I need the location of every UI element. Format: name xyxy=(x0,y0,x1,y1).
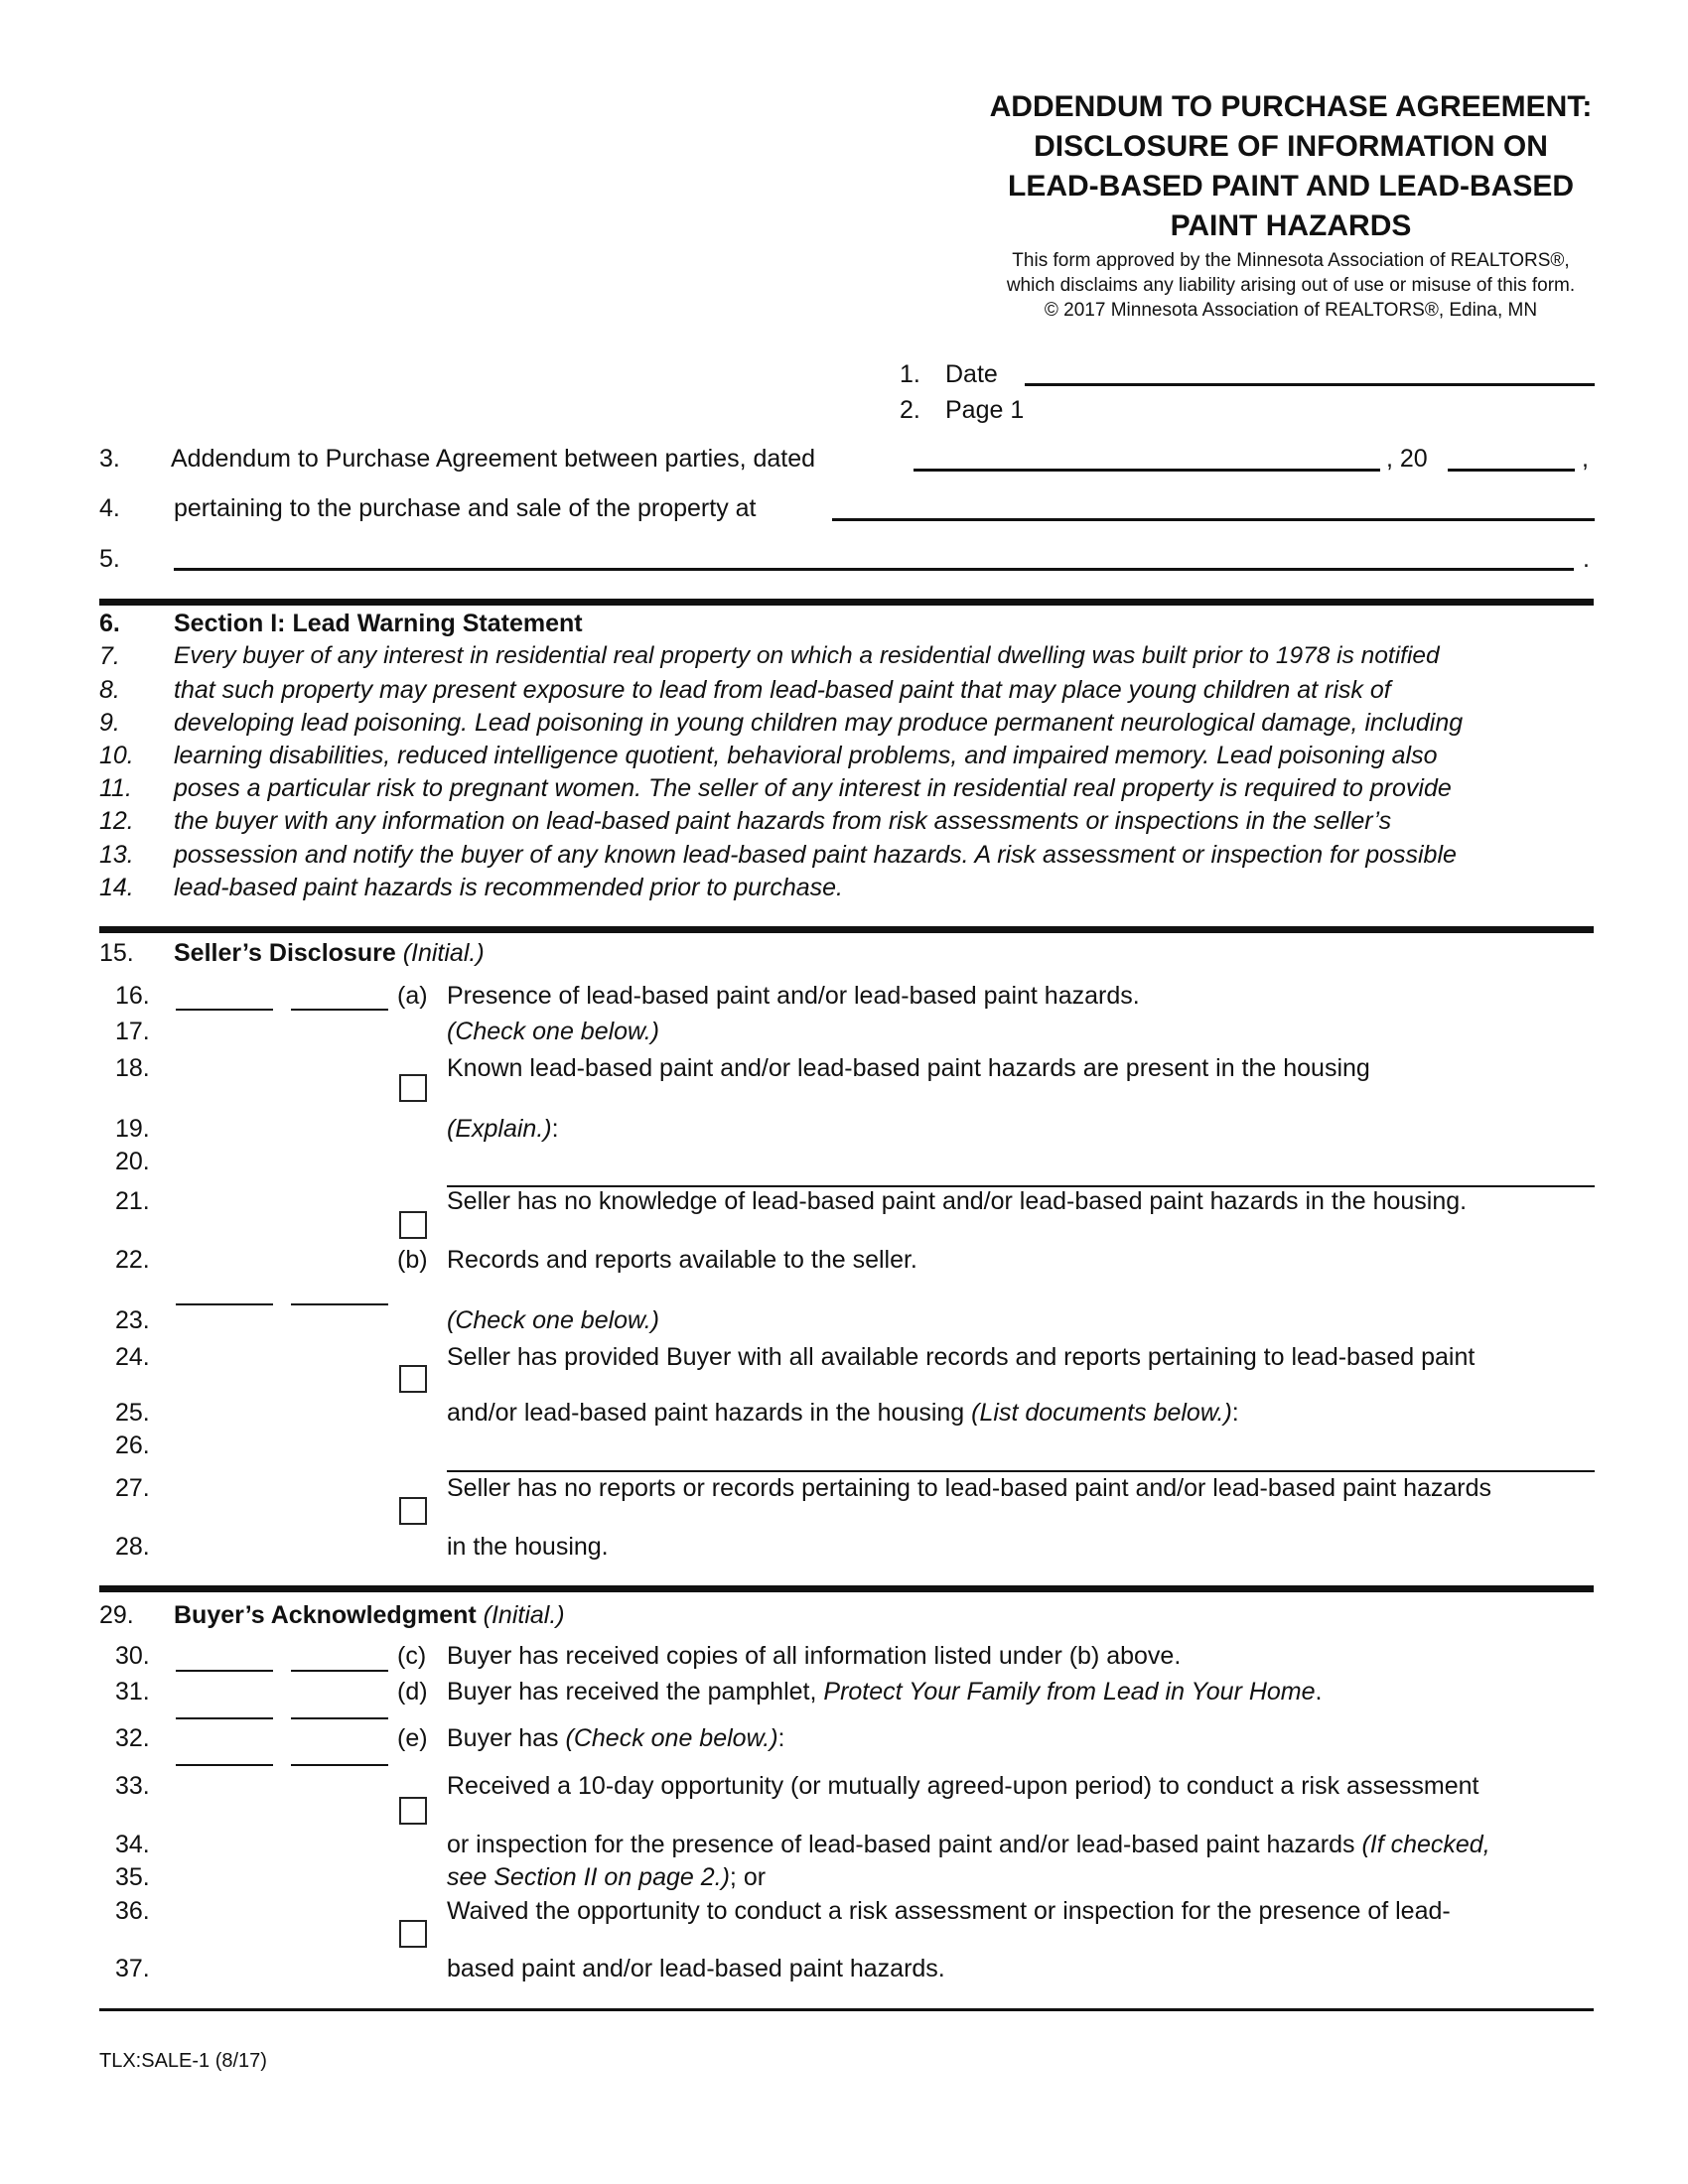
pamphlet-title: Protect Your Family from Lead in Your Home xyxy=(823,1678,1316,1706)
page-label: Page 1 xyxy=(945,396,1025,424)
buyer-initial-field[interactable] xyxy=(291,1764,388,1766)
section-2-reference xyxy=(447,1862,766,1892)
records-provided-checkbox[interactable] xyxy=(399,1365,427,1393)
approval-notice xyxy=(874,248,1688,323)
no-knowledge-text: Seller has no knowledge of lead-based paint and/or lead-based paint hazards in the housing. xyxy=(447,1187,1468,1215)
section-divider xyxy=(99,599,1594,606)
line-number: 7. xyxy=(99,642,120,670)
warning-text-line: developing lead poisoning. Lead poisoning in young children may produce permanent neurological damage, including xyxy=(174,709,1464,737)
item-e-label: (e) xyxy=(397,1724,428,1752)
bottom-divider xyxy=(99,2008,1594,2011)
check-one-note: (Check one below.) xyxy=(565,1724,778,1752)
title-line-3: LEAD-BASED PAINT AND LEAD-BASED xyxy=(1008,170,1574,203)
line-number: 2. xyxy=(900,396,920,424)
buyer-heading-note: (Initial.) xyxy=(483,1601,565,1629)
records-provided-text-2 xyxy=(447,1398,1239,1428)
line-number: 6. xyxy=(99,610,120,637)
colon: : xyxy=(777,1724,785,1752)
line-number: 28. xyxy=(115,1533,150,1561)
line-number: 24. xyxy=(115,1343,150,1371)
seller-initial-field[interactable] xyxy=(291,1009,388,1011)
seller-initial-field[interactable] xyxy=(291,1303,388,1305)
buyer-initial-field[interactable] xyxy=(291,1670,388,1672)
received-opportunity-text-2 xyxy=(447,1830,1490,1859)
section-divider xyxy=(99,926,1594,933)
item-b-label: (b) xyxy=(397,1246,428,1274)
line-number: 16. xyxy=(115,982,150,1010)
colon: : xyxy=(1231,1399,1239,1427)
line-number: 35. xyxy=(115,1863,150,1891)
period: . xyxy=(1315,1678,1323,1706)
line-number: 18. xyxy=(115,1054,150,1082)
warning-text-line: lead-based paint hazards is recommended prior to purchase. xyxy=(174,874,843,901)
no-records-text: Seller has no reports or records pertaining to lead-based paint and/or lead-based paint hazards xyxy=(447,1474,1492,1502)
no-records-text-2: in the housing. xyxy=(447,1533,609,1561)
or-text: ; or xyxy=(729,1863,767,1891)
line-number: 13. xyxy=(99,841,134,869)
seller-initial-field[interactable] xyxy=(176,1303,273,1305)
waived-opportunity-text-2: based paint and/or lead-based paint hazards. xyxy=(447,1955,945,1982)
warning-text-line: the buyer with any information on lead-based paint hazards from risk assessments or inspections in the seller’s xyxy=(174,807,1392,835)
item-c-text: Buyer has received copies of all information listed under (b) above. xyxy=(447,1642,1182,1670)
line-number: 33. xyxy=(115,1772,150,1800)
line-number: 4. xyxy=(99,494,120,522)
waived-opportunity-checkbox[interactable] xyxy=(399,1920,427,1948)
dated-field[interactable] xyxy=(914,469,1380,472)
seller-initial-field[interactable] xyxy=(176,1009,273,1011)
line-number: 32. xyxy=(115,1724,150,1752)
records-provided-text: Seller has provided Buyer with all available records and reports pertaining to lead-based paint xyxy=(447,1343,1476,1371)
line-number: 27. xyxy=(115,1474,150,1502)
received-opportunity-checkbox[interactable] xyxy=(399,1797,427,1825)
line-number: 9. xyxy=(99,709,120,737)
seller-heading-text: Seller’s Disclosure xyxy=(174,939,396,967)
line-number: 25. xyxy=(115,1399,150,1427)
documents-field[interactable] xyxy=(447,1470,1595,1472)
buyer-initial-field[interactable] xyxy=(176,1764,273,1766)
line-number: 10. xyxy=(99,742,134,769)
period: . xyxy=(1583,545,1590,573)
line-number: 26. xyxy=(115,1432,150,1459)
records-text: and/or lead-based paint hazards in the housing xyxy=(447,1399,972,1427)
line-number: 14. xyxy=(99,874,134,901)
warning-text-line: learning disabilities, reduced intelligence quotient, behavioral problems, and impaired memory. Lead poisoning also xyxy=(174,742,1438,769)
notice-line-1: This form approved by the Minnesota Association of REALTORS®, xyxy=(1012,250,1570,271)
waived-opportunity-text: Waived the opportunity to conduct a risk assessment or inspection for the presence of lead- xyxy=(447,1897,1451,1925)
line-number: 11. xyxy=(99,774,132,802)
pamphlet-text: Buyer has received the pamphlet, xyxy=(447,1678,824,1706)
check-one-note: (Check one below.) xyxy=(447,1306,660,1334)
warning-text-line: that such property may present exposure to lead from lead-based paint that may place young children at risk of xyxy=(174,676,1391,704)
property-address-field[interactable] xyxy=(832,518,1595,521)
colon: : xyxy=(551,1115,559,1143)
line-number: 23. xyxy=(115,1306,150,1334)
copyright-line: © 2017 Minnesota Association of REALTORS®, Edina, MN xyxy=(1044,300,1538,321)
year-prefix: , 20 xyxy=(1386,445,1428,473)
parties-label: Addendum to Purchase Agreement between parties, dated xyxy=(171,445,816,473)
line-number: 3. xyxy=(99,445,120,473)
comma: , xyxy=(1582,445,1589,473)
warning-text-line: poses a particular risk to pregnant women. The seller of any interest in residential real property is required to provide xyxy=(174,774,1452,802)
line-number: 36. xyxy=(115,1897,150,1925)
received-opportunity-text: Received a 10-day opportunity (or mutually agreed-upon period) to conduct a risk assessment xyxy=(447,1772,1479,1800)
item-e-text xyxy=(447,1723,784,1753)
warning-text-line: possession and notify the buyer of any known lead-based paint hazards. A risk assessment or inspection for possible xyxy=(174,841,1457,869)
line-number: 5. xyxy=(99,545,120,573)
line-number: 31. xyxy=(115,1678,150,1706)
property-address-field-2[interactable] xyxy=(174,568,1574,571)
item-a-text: Presence of lead-based paint and/or lead-based paint hazards. xyxy=(447,982,1140,1010)
inspection-text: or inspection for the presence of lead-based paint and/or lead-based paint hazards xyxy=(447,1831,1362,1858)
explain-label xyxy=(447,1114,559,1144)
line-number: 19. xyxy=(115,1115,150,1143)
title-line-2: DISCLOSURE OF INFORMATION ON xyxy=(1034,130,1548,163)
property-label: pertaining to the purchase and sale of the property at xyxy=(174,494,757,522)
line-number: 20. xyxy=(115,1148,150,1175)
buyer-acknowledgment-heading xyxy=(174,1600,565,1630)
line-number: 17. xyxy=(115,1018,150,1045)
line-number: 21. xyxy=(115,1187,150,1215)
notice-line-2: which disclaims any liability arising out of use or misuse of this form. xyxy=(1006,275,1576,296)
line-number: 12. xyxy=(99,807,134,835)
line-number: 15. xyxy=(99,939,134,967)
list-documents-note: (List documents below.) xyxy=(971,1399,1232,1427)
warning-text-line: Every buyer of any interest in residential real property on which a residential dwelling was built prior to 1978 is notified xyxy=(174,642,1440,669)
explain-text: (Explain.) xyxy=(447,1115,552,1143)
line-number: 34. xyxy=(115,1831,150,1858)
known-lead-checkbox[interactable] xyxy=(399,1074,427,1102)
line-number: 29. xyxy=(99,1601,134,1629)
if-checked-note: (If checked, xyxy=(1361,1831,1490,1858)
line-number: 1. xyxy=(900,360,920,388)
line-number: 22. xyxy=(115,1246,150,1274)
line-number: 8. xyxy=(99,676,120,704)
line-number: 30. xyxy=(115,1642,150,1670)
known-lead-text: Known lead-based paint and/or lead-based paint hazards are present in the housing xyxy=(447,1054,1370,1082)
section-divider xyxy=(99,1585,1594,1592)
buyer-initial-field[interactable] xyxy=(176,1717,273,1719)
title-line-1: ADDENDUM TO PURCHASE AGREEMENT: xyxy=(989,90,1593,123)
title-line-4: PAINT HAZARDS xyxy=(1170,209,1412,242)
seller-heading-note: (Initial.) xyxy=(402,939,485,967)
form-code: TLX:SALE-1 (8/17) xyxy=(99,2050,267,2072)
see-section-note: see Section II on page 2.) xyxy=(447,1863,730,1891)
line-number: 37. xyxy=(115,1955,150,1982)
year-field[interactable] xyxy=(1448,469,1575,472)
buyer-initial-field[interactable] xyxy=(291,1717,388,1719)
date-field[interactable] xyxy=(1025,383,1595,386)
item-d-label: (d) xyxy=(397,1678,428,1706)
buyer-initial-field[interactable] xyxy=(176,1670,273,1672)
form-title xyxy=(874,87,1688,246)
no-knowledge-checkbox[interactable] xyxy=(399,1211,427,1239)
item-c-label: (c) xyxy=(397,1642,427,1670)
check-one-note: (Check one below.) xyxy=(447,1018,660,1045)
section-1-heading: Section I: Lead Warning Statement xyxy=(174,610,583,637)
seller-disclosure-heading xyxy=(174,938,485,968)
item-a-label: (a) xyxy=(397,982,428,1010)
item-d-text xyxy=(447,1677,1323,1706)
no-records-checkbox[interactable] xyxy=(399,1497,427,1525)
buyer-heading-text: Buyer’s Acknowledgment xyxy=(174,1601,477,1629)
date-label: Date xyxy=(945,360,998,388)
item-b-text: Records and reports available to the seller. xyxy=(447,1246,917,1274)
buyer-has-text: Buyer has xyxy=(447,1724,566,1752)
